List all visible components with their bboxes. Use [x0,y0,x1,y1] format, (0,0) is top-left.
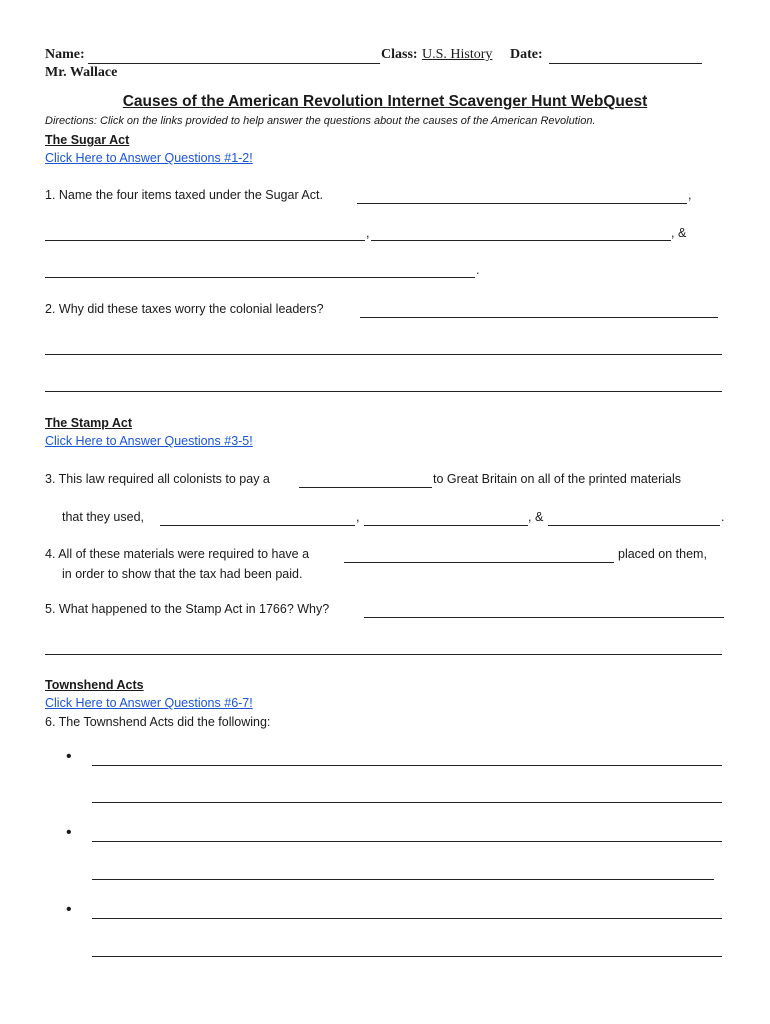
class-value: U.S. History [422,47,493,62]
section-heading-townshend-acts: Townshend Acts [45,678,144,692]
answer-2c-blank[interactable] [45,391,722,392]
page-title: Causes of the American Revolution Internet Scavenger Hunt WebQuest [122,93,648,110]
answer-1c-blank[interactable] [371,240,671,241]
answer-6d-blank[interactable] [92,879,714,880]
answer-6e-blank[interactable] [92,918,722,919]
answer-1b-blank[interactable] [45,240,365,241]
question-2-text: 2. Why did these taxes worry the colonial leaders? [45,302,324,316]
directions-text: Directions: Click on the links provided to help answer the questions about the causes of the American Revolution. [45,115,596,127]
q3-comma: , [356,510,360,524]
q1-ampersand: , & [671,226,687,240]
answer-3b-blank[interactable] [160,525,355,526]
answer-3d-blank[interactable] [548,525,720,526]
q1-period: . [476,263,480,277]
question-4-line-2: in order to show that the tax had been paid. [62,567,303,581]
answer-4-blank[interactable] [344,562,614,563]
bullet-1: • [66,748,72,765]
q3-ampersand: , & [528,510,544,524]
answer-1d-blank[interactable] [45,277,475,278]
name-label: Name: [45,47,85,62]
answer-6f-blank[interactable] [92,956,722,957]
date-label: Date: [510,47,543,62]
question-4-text: 4. All of these materials were required to have a [45,547,310,561]
section-heading-stamp-act: The Stamp Act [45,416,133,430]
answer-6c-blank[interactable] [92,841,722,842]
townshend-acts-link[interactable]: Click Here to Answer Questions #6-7! [45,696,253,710]
section-heading-sugar-act: The Sugar Act [45,133,130,147]
answer-5b-blank[interactable] [45,654,722,655]
question-1-text: 1. Name the four items taxed under the Sugar Act. [45,188,323,202]
answer-5a-blank[interactable] [364,617,724,618]
q1-comma: , [688,188,692,202]
teacher-name: Mr. Wallace [45,65,118,80]
stamp-act-link[interactable]: Click Here to Answer Questions #3-5! [45,434,253,448]
question-3-text: 3. This law required all colonists to pay a [45,472,270,486]
question-6-text: 6. The Townshend Acts did the following: [45,715,271,729]
bullet-2: • [66,824,72,841]
name-blank[interactable] [88,63,380,64]
sugar-act-link[interactable]: Click Here to Answer Questions #1-2! [45,151,253,165]
answer-6b-blank[interactable] [92,802,722,803]
q1-comma-2: , [366,226,370,240]
question-3-line-2: that they used, [62,510,145,524]
class-label: Class: [381,47,418,62]
question-3-continued: to Great Britain on all of the printed materials [433,472,682,486]
answer-3c-blank[interactable] [364,525,528,526]
answer-1a-blank[interactable] [357,203,687,204]
answer-2a-blank[interactable] [360,317,718,318]
bullet-3: • [66,901,72,918]
answer-2b-blank[interactable] [45,354,722,355]
answer-3a-blank[interactable] [299,487,432,488]
date-blank[interactable] [549,63,702,64]
question-5-text: 5. What happened to the Stamp Act in 1766? Why? [45,602,330,616]
answer-6a-blank[interactable] [92,765,722,766]
question-4-continued: placed on them, [618,547,707,561]
q3-period: . [721,510,725,524]
